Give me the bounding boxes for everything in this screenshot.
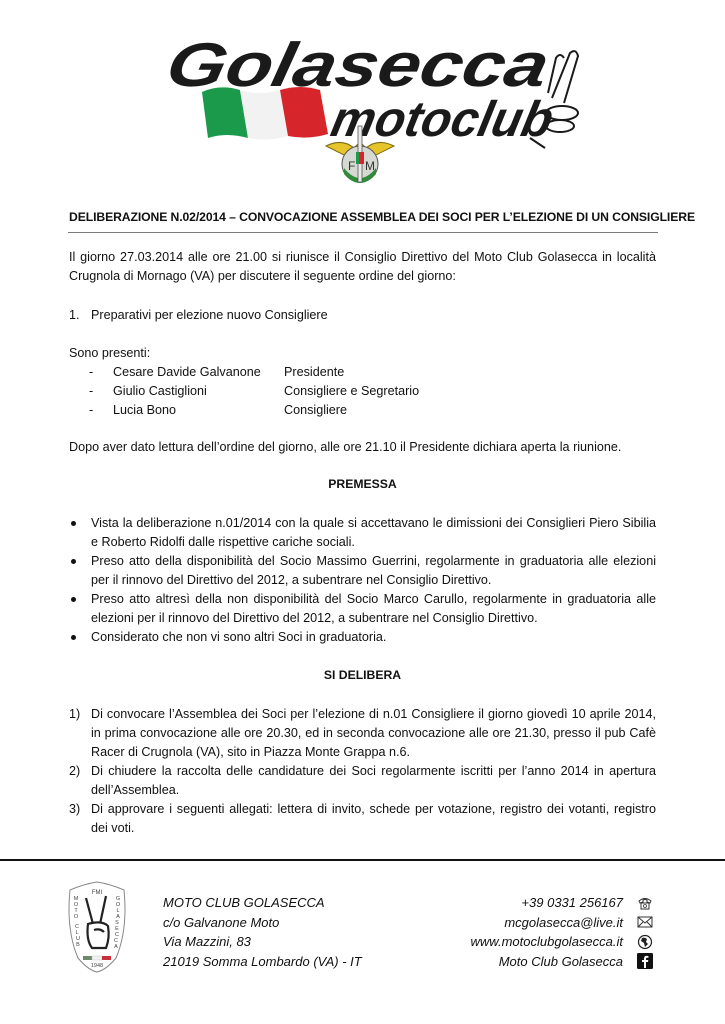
email-link[interactable]: mcgolasecca@live.it <box>504 914 623 930</box>
facebook-icon[interactable] <box>634 952 656 972</box>
premessa-item <box>69 590 656 628</box>
presenti-list <box>69 363 656 423</box>
svg-text:C: C <box>115 932 119 938</box>
logo-graphic <box>160 18 580 198</box>
delibera-item-text: Di approvare i seguenti allegati: lettera di invito, schede per votazione, registro dei votanti, registro dei voti. <box>91 802 656 835</box>
svg-text:T: T <box>74 908 78 914</box>
delibera-list <box>69 705 656 838</box>
svg-text:M: M <box>73 896 79 902</box>
delibera-item <box>69 705 656 762</box>
svg-text:FMI: FMI <box>91 890 103 896</box>
delibera-item-number: 3) <box>69 802 81 816</box>
address-line: c/o Galvanone Moto <box>163 914 280 930</box>
delibera-item-number: 2) <box>69 764 81 778</box>
delibera-heading: SI DELIBERA <box>323 668 402 682</box>
golasecca-motoclub-logo <box>160 18 580 198</box>
bullet-icon <box>71 635 76 640</box>
phone-number: +39 0331 256167 <box>521 895 623 910</box>
envelope-icon <box>634 913 656 933</box>
premessa-item <box>69 552 656 590</box>
member-name: Cesare Davide Galvanone <box>113 365 261 379</box>
member-name: Lucia Bono <box>113 403 177 417</box>
agenda-list <box>69 306 656 325</box>
bullet-icon <box>71 521 76 526</box>
svg-text:L: L <box>116 908 120 914</box>
dash-marker: - <box>89 384 94 398</box>
svg-text:U: U <box>76 936 80 942</box>
phone-icon <box>634 893 656 913</box>
premessa-item-text: Preso atto della disponibilità del Socio Massimo Guerrini, regolarmente in graduatoria alle elezioni per il rinnovo del Direttivo del 2012, a subentrare nel Consiglio Direttivo. <box>91 554 656 587</box>
delibera-item-text: Di convocare l’Assemblea dei Soci per l’elezione di n.01 Consigliere il giorno giovedì 10 aprile 2014, in prima convocazione alle ore 20.30, ed in seconda convocazione alle ore 21.30, presso il pub Cafè Racer di Crugnola (VA), sito in Piazza Monte Grappa n.6. <box>91 707 656 759</box>
svg-text:C: C <box>75 924 79 930</box>
svg-text:A: A <box>116 914 120 920</box>
member-name: Giulio Castiglioni <box>113 384 207 398</box>
premessa-item-text: Preso atto altresì della non disponibilità del Socio Marco Carullo, regolarmente in graduatoria alle elezioni per il rinnovo del Direttivo del 2012, a subentrare nel Consiglio Direttivo. <box>91 592 656 625</box>
premessa-item-text: Considerato che non vi sono altri Soci in graduatoria. <box>91 630 387 644</box>
facebook-link[interactable]: Moto Club Golasecca <box>498 953 623 969</box>
agenda-item-number: 1. <box>69 308 80 322</box>
globe-icon <box>634 932 656 952</box>
club-address <box>163 893 362 971</box>
svg-text:S: S <box>115 920 119 926</box>
footer-divider <box>0 859 725 861</box>
svg-text:C: C <box>114 938 118 944</box>
club-contacts <box>471 893 623 971</box>
presenti-label: Sono presenti: <box>69 346 151 360</box>
website-link[interactable]: www.motoclubgolasecca.it <box>470 934 623 949</box>
presenti-row <box>69 382 656 401</box>
svg-text:O: O <box>73 914 79 920</box>
svg-text:A: A <box>114 944 118 950</box>
club-badge-logo <box>66 880 128 974</box>
delibera-item <box>69 800 656 838</box>
member-role: Presidente <box>284 365 345 379</box>
delibera-item-number: 1) <box>69 707 81 721</box>
svg-text:1948: 1948 <box>90 963 104 969</box>
club-name: MOTO CLUB GOLASECCA <box>163 895 325 910</box>
dash-marker: - <box>89 365 94 379</box>
svg-text:M: M <box>365 159 375 173</box>
svg-text:E: E <box>115 926 119 932</box>
svg-text:motoclub: motoclub <box>326 90 564 147</box>
title-underline <box>68 232 658 233</box>
svg-text:Golasecca: Golasecca <box>160 30 486 100</box>
svg-text:F: F <box>348 159 356 173</box>
presenti-row <box>69 401 656 420</box>
opening-paragraph: Dopo aver dato lettura dell’ordine del giorno, alle ore 21.10 il Presidente dichiara aperta la riunione. <box>69 440 622 454</box>
address-line: 21019 Somma Lombardo (VA) - IT <box>163 953 362 969</box>
club-shield-icon <box>66 880 128 974</box>
document-title: DELIBERAZIONE N.02/2014 – CONVOCAZIONE ASSEMBLEA DEI SOCI PER L’ELEZIONE DI UN CONSIGLIERE <box>69 210 695 224</box>
premessa-item <box>69 628 656 647</box>
delibera-item <box>69 762 656 800</box>
svg-text:B: B <box>76 942 80 948</box>
intro-paragraph: Il giorno 27.03.2014 alle ore 21.00 si riunisce il Consiglio Direttivo del Moto Club Golasecca in località Crugnola di Mornago (VA) per discutere il seguente ordine del giorno: <box>69 250 656 283</box>
premessa-list <box>69 514 656 647</box>
bullet-icon <box>71 559 76 564</box>
agenda-item-text: Preparativi per elezione nuovo Consigliere <box>91 308 328 322</box>
delibera-item-text: Di chiudere la raccolta delle candidature dei Soci regolarmente iscritti per l’anno 2014 in apertura dell’Assemblea. <box>91 764 656 797</box>
svg-text:O: O <box>115 902 121 908</box>
address-line: Via Mazzini, 83 <box>163 934 251 949</box>
premessa-heading: PREMESSA <box>328 477 397 491</box>
member-role: Consigliere <box>284 403 347 417</box>
presenti-row <box>69 363 656 382</box>
svg-text:L: L <box>75 930 79 936</box>
svg-text:O: O <box>73 902 79 908</box>
member-role: Consigliere e Segretario <box>284 384 420 398</box>
premessa-item <box>69 514 656 552</box>
svg-text:G: G <box>115 896 121 902</box>
premessa-item-text: Vista la deliberazione n.01/2014 con la quale si accettavano le dimissioni dei Consiglieri Piero Sibilia e Roberto Ridolfi dalle rispettive cariche sociali. <box>91 516 656 549</box>
contact-icons <box>634 893 656 971</box>
bullet-icon <box>71 597 76 602</box>
dash-marker: - <box>89 403 94 417</box>
